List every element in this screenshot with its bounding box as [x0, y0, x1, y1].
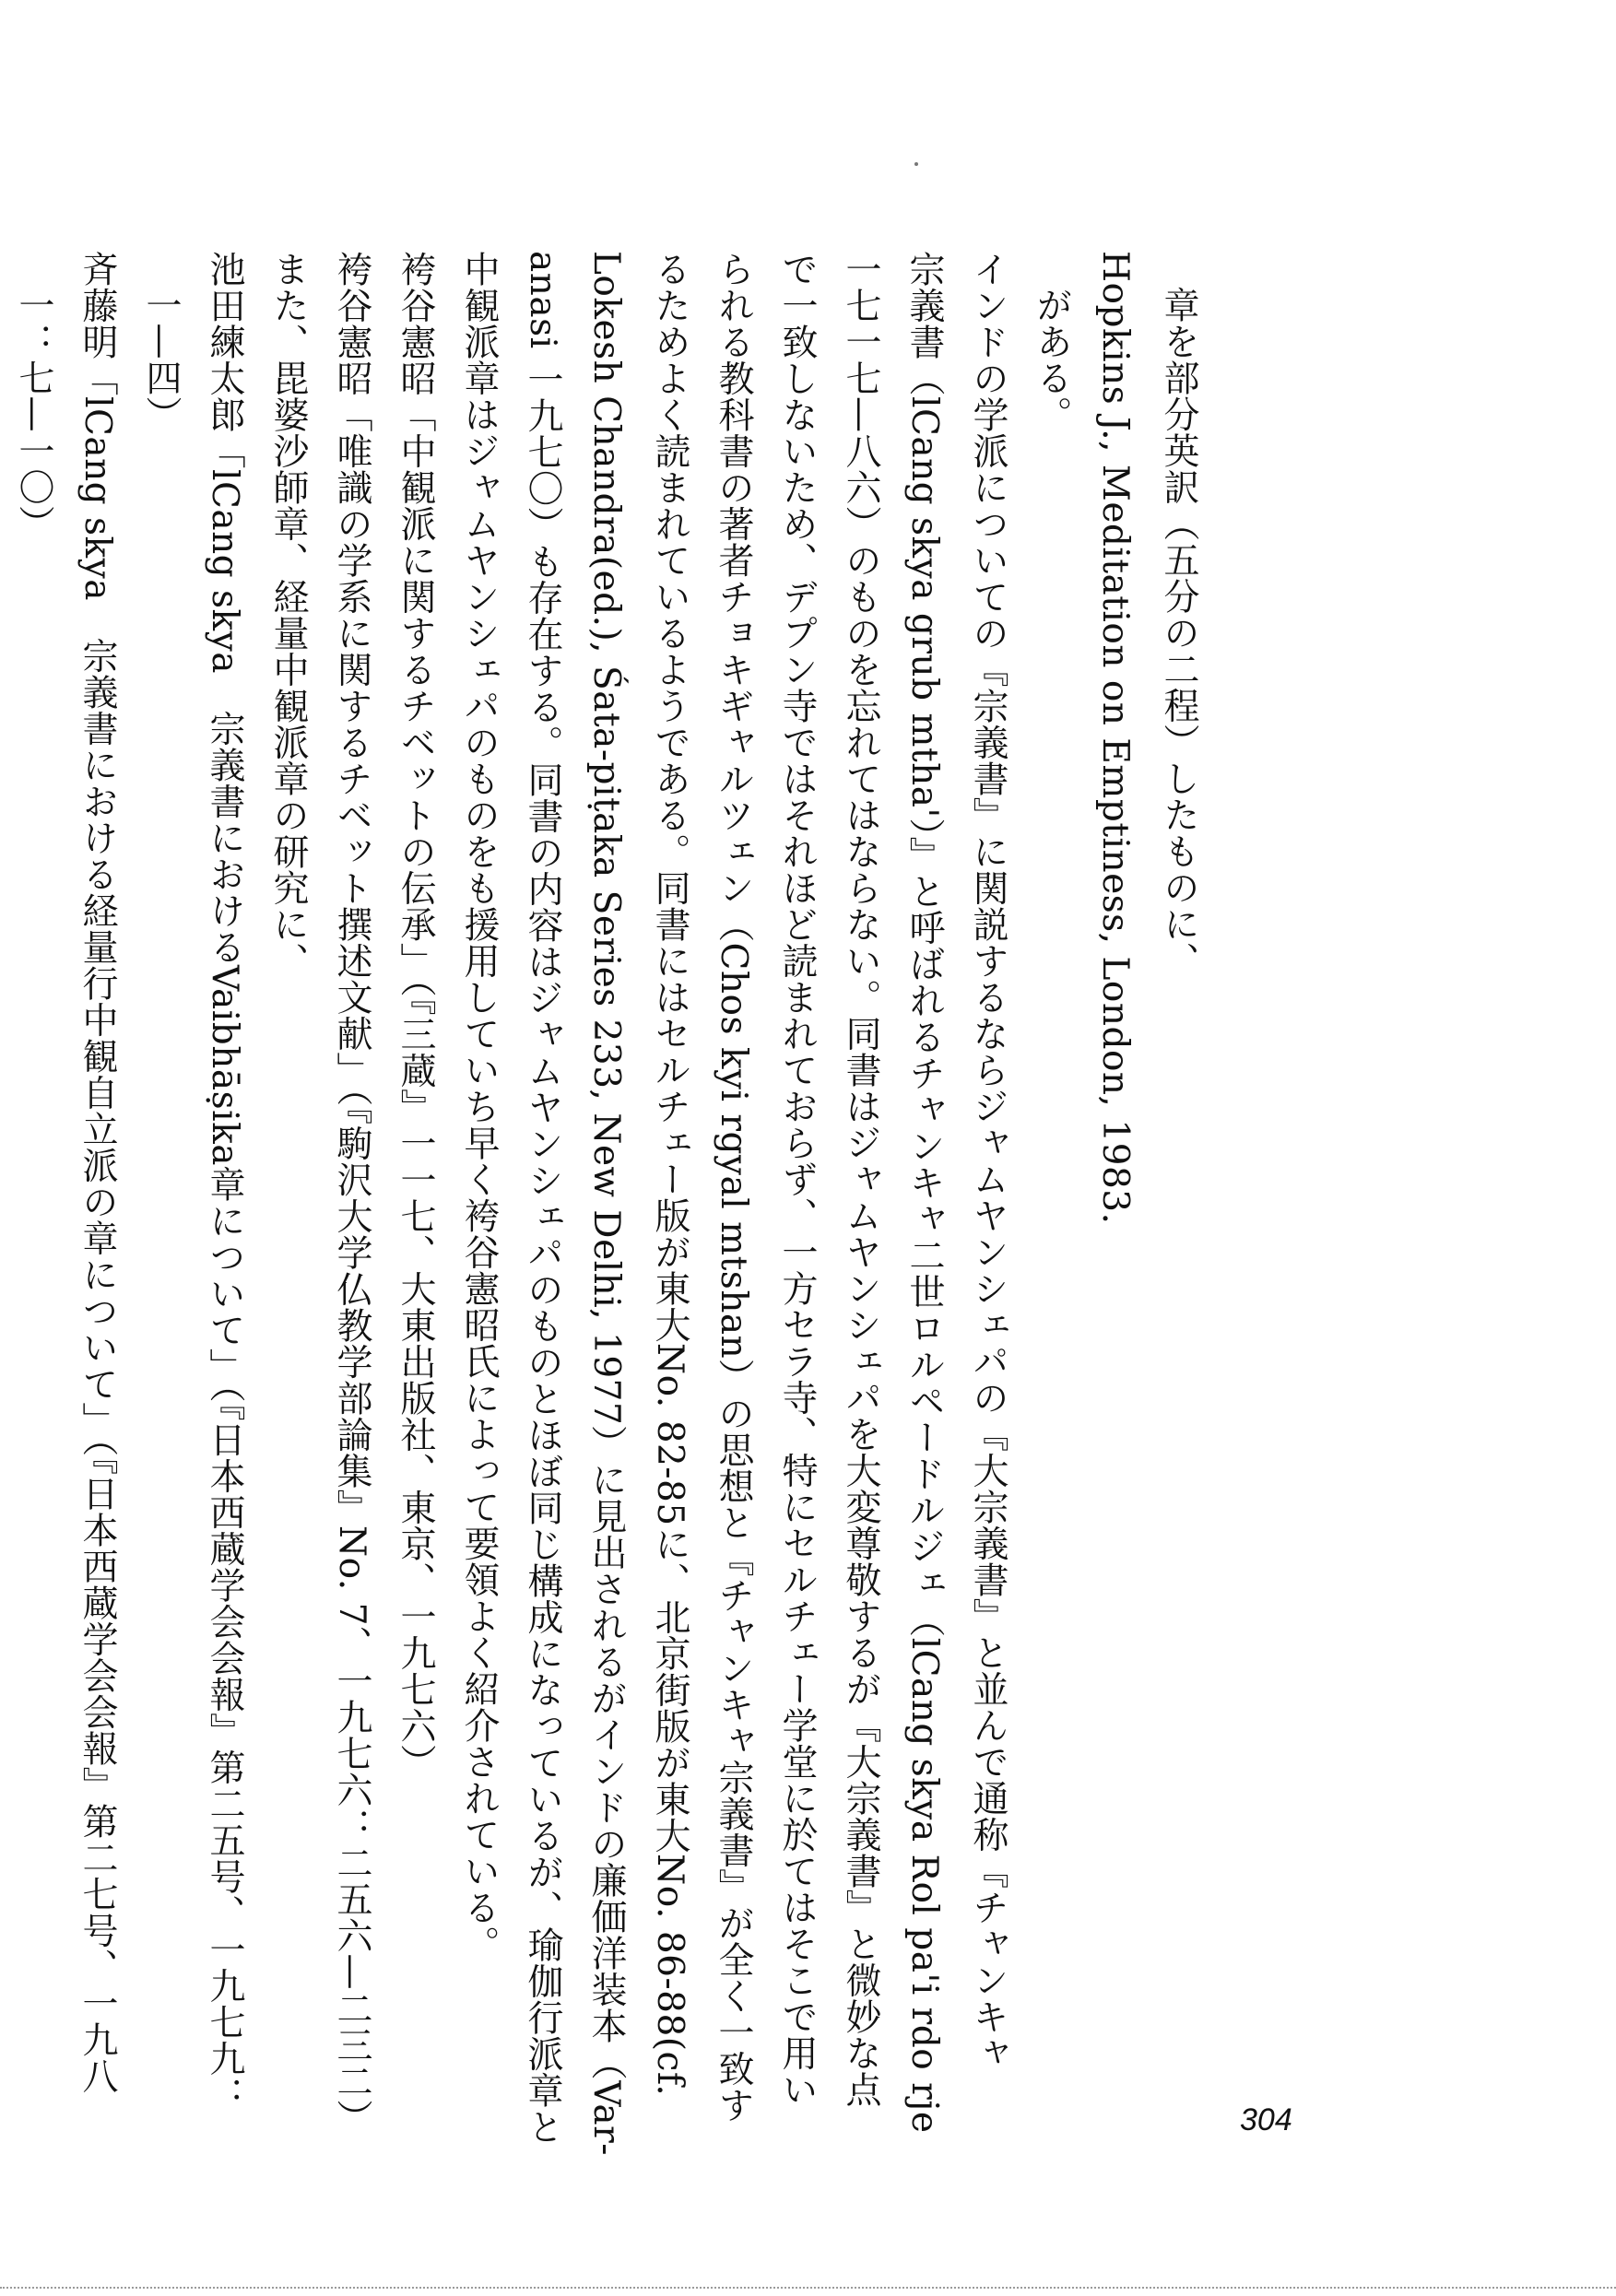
text-column: で一致しないため、デプン寺ではそれほど読まれておらず、一方セラ寺、特にセルチェー学堂に於てはそこで用い [776, 251, 818, 2108]
text-column: Hopkins J., Meditation on Emptiness, London, 1983. [1094, 251, 1136, 1225]
text-column: 章を部分英訳（五分の二程）したものに、 [1158, 287, 1199, 979]
text-column: 袴谷憲昭「中観派に関するチベットの伝承」（『三蔵』一一七、大東出版社、東京、一九七六） [395, 251, 436, 1781]
text-column: 一：七—一〇） [13, 287, 54, 542]
text-column: また、毘婆沙師章、経量中観派章の研究に、 [267, 251, 309, 979]
text-column: るためよく読まれているようである。同書にはセルチェー版が東大No. 82-85に、北京街版が東大No. 86-88(cf. [649, 251, 690, 2097]
text-column: がある。 [1031, 287, 1072, 432]
scan-speck [914, 162, 918, 166]
text-column: 中観派章はジャムヤンシェパのものをも援用していち早く袴谷憲昭氏によって要領よく紹介されている。 [458, 251, 500, 1962]
text-column: 袴谷憲昭「唯識の学系に関するチベット撰述文献」（『駒沢大学仏教学部論集』No. 7、一九七六：二五六—二三二） [331, 251, 372, 2137]
page-number: 304 [1240, 2102, 1292, 2137]
text-column: インドの学派についての『宗義書』に関説するならジャムヤンシェパの『大宗義書』と並んで通称『チャンキャ [967, 251, 1009, 2071]
text-column: 宗義書（lCang skya grub mtha'）』と呼ばれるチャンキャ二世ロルペードルジェ（lCang skya Rol pa'i rdo rje [903, 251, 945, 2134]
text-column: 一七一七—八六）のものを忘れてはならない。同書はジャムヤンシェパを大変尊敬するが『大宗義書』と微妙な点 [840, 251, 881, 2108]
scan-bottom-edge [0, 2287, 1616, 2289]
text-column: 斉藤明「lCang skya 宗義書における経量行中観自立派の章について」（『日本西蔵学会会報』第二七号、一九八 [77, 251, 118, 2094]
text-column: られる教科書の著者チョキギャルツェン（Chos kyi rgyal mtshan）の思想と『チャンキャ宗義書』が全く一致す [713, 251, 754, 2124]
text-column: anasi 一九七〇）も存在する。同書の内容はジャムヤンシェパのものとほぼ同じ構成になっているが、瑜伽行派章と [522, 251, 563, 2146]
text-column: Lokesh Chandra(ed.), Śata-piṭaka Series 233, New Delhi, 1977）に見出されるがインドの廉価洋装本（Var- [585, 251, 627, 2156]
text-column: 一—四） [140, 287, 182, 432]
text-column: 池田練太郎「lCang skya 宗義書におけるVaibhāṣika章について」（『日本西蔵学会会報』第二五号、一九七九： [204, 251, 245, 2113]
vertical-text-body [2, 251, 1210, 2156]
